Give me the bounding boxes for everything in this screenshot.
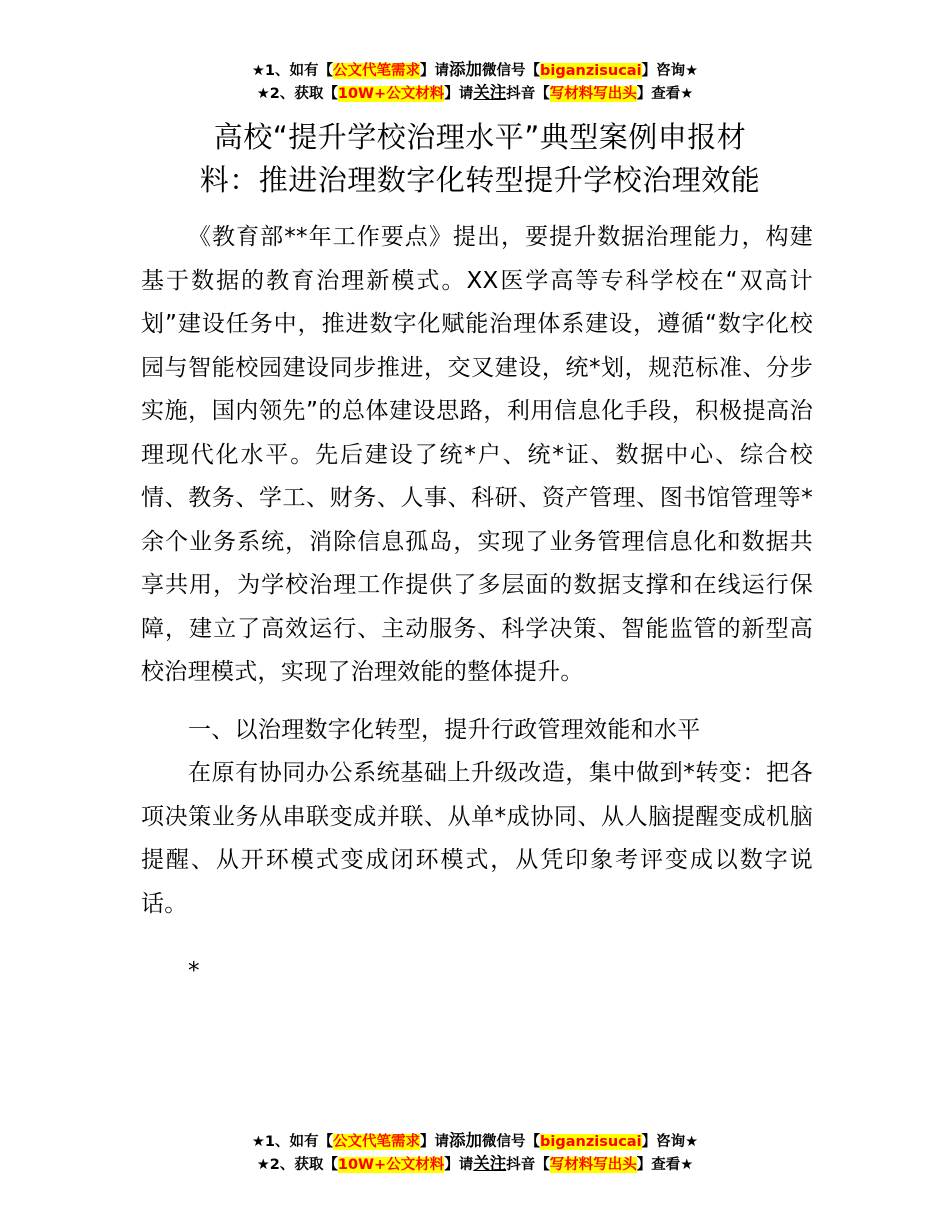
- banner-emphasis: 添加: [449, 1131, 483, 1150]
- title-line-2: 料：推进治理数字化转型提升学校治理效能: [199, 163, 761, 197]
- banner-text: ★2、获取【: [256, 86, 338, 102]
- banner-emphasis: 关注: [473, 83, 507, 102]
- placeholder-marker: *: [188, 958, 200, 984]
- banner-line-1: [0, 1130, 950, 1153]
- banner-text: 】咨询★: [641, 1134, 699, 1150]
- document-title: [140, 116, 820, 202]
- banner-text: 微信号【: [482, 63, 541, 79]
- banner-highlight: biganzisucai: [540, 63, 642, 79]
- banner-line-1: [0, 59, 950, 82]
- banner-text: 】咨询★: [641, 63, 699, 79]
- banner-text: 】请: [420, 63, 450, 79]
- banner-emphasis: 添加: [449, 60, 483, 79]
- banner-text: 】请: [444, 1157, 474, 1173]
- banner-text: 】请: [444, 86, 474, 102]
- document-body: [141, 216, 813, 994]
- banner-highlight: biganzisucai: [540, 1134, 642, 1150]
- banner-line-2: [0, 82, 950, 105]
- footer-banner: [0, 1130, 950, 1176]
- banner-emphasis: 关注: [473, 1154, 507, 1173]
- banner-text: 】请: [420, 1134, 450, 1150]
- banner-text: 】查看★: [636, 86, 694, 102]
- banner-highlight: 公文代笔需求: [333, 63, 421, 79]
- banner-text: 】查看★: [636, 1157, 694, 1173]
- banner-text: 微信号【: [482, 1134, 541, 1150]
- banner-highlight: 写材料写出头: [549, 1157, 637, 1173]
- banner-highlight: 10W+公文材料: [337, 86, 445, 102]
- body-paragraph: 在原有协同办公系统基础上升级改造，集中做到*转变：把各项决策业务从串联变成并联、从单*成协同、从人脑提醒变成机脑提醒、从开环模式变成闭环模式，从凭印象考评变成以数字说话。: [141, 760, 813, 917]
- banner-text: ★2、获取【: [256, 1157, 338, 1173]
- title-line-1: 高校“提升学校治理水平”典型案例申报材: [213, 120, 747, 154]
- banner-text: ★1、如有【: [251, 1134, 334, 1150]
- section-heading: 一、以治理数字化转型，提升行政管理效能和水平: [188, 716, 701, 743]
- header-banner: [0, 59, 950, 105]
- banner-highlight: 公文代笔需求: [333, 1134, 421, 1150]
- body-paragraph: 《教育部**年工作要点》提出，要提升数据治理能力，构建基于数据的教育治理新模式。XX医学高等专科学校在“双高计划”建设任务中，推进数字化赋能治理体系建设，遵循“数字化校园与智能校园建设同步推进，交叉建设，统*划，规范标准、分步实施，国内领先”的总体建设思路，利用信息化手段，积极提高治理现代化水平。先后建设了统*户、统*证、数据中心、综合校情、教务、学工、财务、人事、科研、资产管理、图书馆管理等*余个业务系统，消除信息孤岛，实现了业务管理信息化和数据共享共用，为学校治理工作提供了多层面的数据支撑和在线运行保障，建立了高效运行、主动服务、科学决策、智能监管的新型高校治理模式，实现了治理效能的整体提升。: [141, 224, 813, 685]
- banner-highlight: 写材料写出头: [549, 86, 637, 102]
- banner-line-2: [0, 1153, 950, 1176]
- banner-text: ★1、如有【: [251, 63, 334, 79]
- banner-text: 抖音【: [506, 1157, 550, 1173]
- banner-highlight: 10W+公文材料: [337, 1157, 445, 1173]
- banner-text: 抖音【: [506, 86, 550, 102]
